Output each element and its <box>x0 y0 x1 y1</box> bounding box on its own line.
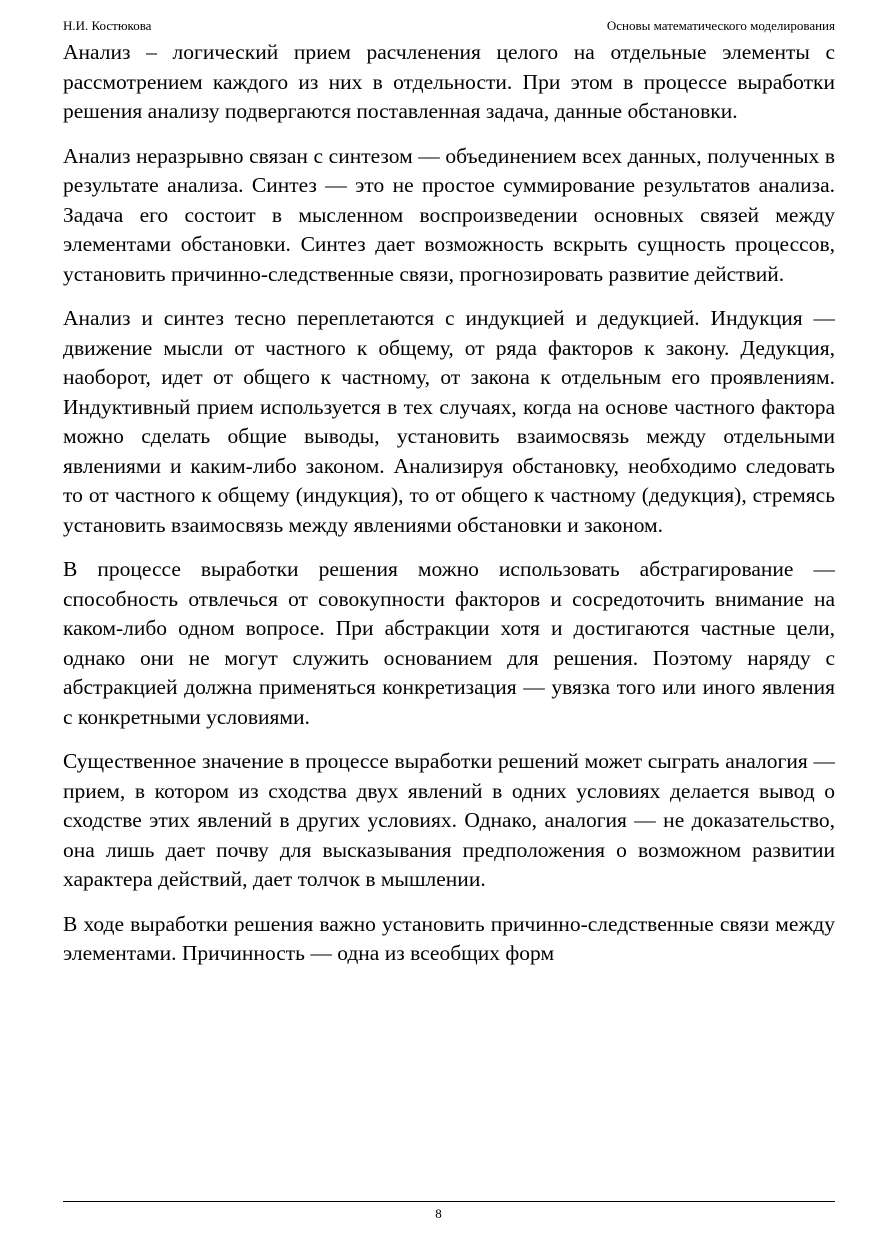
running-header <box>63 16 835 36</box>
header-book-title: Основы математического моделирования <box>606 18 835 33</box>
header-author: Н.И. Костюкова <box>63 18 152 33</box>
paragraph-analogy: Существенное значение в процессе выработки решений может сыграть аналогия — прием, в котором из сходства двух явлений в одних условиях делается вывод о сходстве этих явлений в других условиях. Однако, аналогия — не доказательство, она лишь дает почву для высказывания предположения о возможном развитии характера действий, дает толчок в мышлении. <box>63 749 835 891</box>
paragraph-abstraction: В процессе выработки решения можно использовать абстрагирование — способность отвлечься от совокупности факторов и сосредоточить внимание на каком-либо одном вопросе. При абстракции хотя и достигаются частные цели, однако они не могут служить основанием для решения. Поэтому наряду с абстракцией должна применяться конкретизация — увязка того или иного явления с конкретными условиями. <box>63 557 835 729</box>
paragraph-analysis: Анализ – логический прием расчленения целого на отдельные элементы с рассмотрением каждого из них в отдельности. При этом в процессе выработки решения анализу подвергаются поставленная задача, данные обстановки. <box>63 40 835 123</box>
page-number: 8 <box>435 1206 442 1221</box>
page-body <box>63 38 835 1200</box>
paragraph-induction-deduction: Анализ и синтез тесно переплетаются с индукцией и дедукцией. Индукция — движение мысли от частного к общему, от ряда факторов к закону. Дедукция, наоборот, идет от общего к частному, от закона к отдельным его проявлениям. Индуктивный прием используется в тех случаях, когда на основе частного фактора можно сделать общие выводы, установить взаимосвязь между отдельными явлениями и каким-либо законом. Анализируя обстановку, необходимо следовать то от частного к общему (индукция), то от общего к частному (дедукция), стремясь установить взаимосвязь между явлениями обстановки и законом. <box>63 306 835 537</box>
paragraph-causality: В ходе выработки решения важно установить причинно-следственные связи между элементами. Причинность — одна из всеобщих форм <box>63 911 835 965</box>
footer-divider <box>63 1201 835 1202</box>
paragraph-synthesis: Анализ неразрывно связан с синтезом — объединением всех данных, полученных в результате анализа. Синтез — это не простое суммирование результатов анализа. Задача его состоит в мысленном воспроизведении основных связей между элементами обстановки. Синтез дает возможность вскрыть сущность процессов, установить причинно-следственные связи, прогнозировать развитие действий. <box>63 143 835 286</box>
